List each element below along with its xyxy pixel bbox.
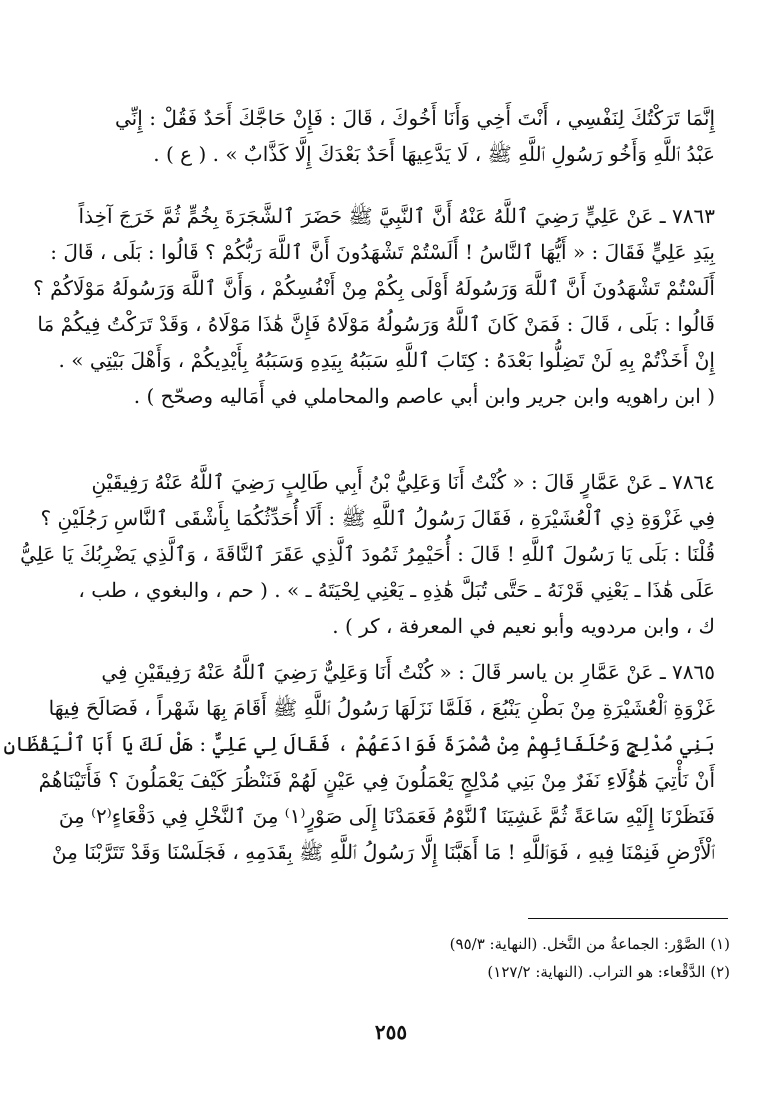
text-line: قَالُوا : بَلَى ، قَالَ : فَمَنْ كَانَ ٱللَّهُ وَرَسُولُهُ مَوْلَاهُ فَإِنَّ هَٰذَا مَوْلَاهُ ، وَقَدْ تَرَكْتُ فِيكُمْ مَا: [37, 312, 715, 336]
text-line: عَبْدُ ٱللَّهِ وَأَخُو رَسُولِ ٱللَّهِ ﷺ ، لَا يَدَّعِيهَا أَحَدٌ بَعْدَكَ إِلَّا كَذَّابٌ » . ( ع ) .: [153, 142, 715, 166]
text-line: أَنْ نَأْتِيَ هَٰؤُلَاءِ نَفَرٌ مِنْ بَنِي مُدْلِجٍ يَعْمَلُونَ فِي عَيْنٍ لَهُمْ فَنَنْظُرَ كَيْفَ يَعْمَلُونَ ؟ فَأَتَيْنَاهُمْ: [38, 768, 715, 792]
footnotes: [380, 930, 730, 986]
continued-hadith-text: [115, 100, 715, 172]
text-line: إِنَّمَا تَرَكْتُكَ لِنَفْسِي ، أَنْتَ أَخِي وَأَنَا أَخُوكَ ، قَالَ : فَإِنْ حَاجَّكَ أَحَدٌ فَقُلْ : إِنِّي: [115, 106, 715, 130]
text-line: ٱلْأَرْضِ فَنِمْنَا فِيهِ ، فَوَٱللَّهِ ! مَا أَهَبَّنَا إِلَّا رَسُولُ ٱللَّهِ ﷺ بِقَدَمِهِ ، فَجَلَسْنَا وَقَدْ تَتَرَّبْنَا مِنْ: [51, 840, 715, 864]
hadith-7864: [20, 464, 715, 644]
hadith-7863: [33, 198, 715, 414]
text-line: فِي غَزْوَةِ ذِي ٱلْعُشَيْرَةِ ، فَقَالَ رَسُولُ ٱللَّهِ ﷺ : أَلَا أُحَدِّثُكُمَا بِأَشْقَى ٱلنَّاسِ رَجُلَيْنِ ؟: [40, 506, 715, 530]
text-line: ٧٨٦٤ ـ عَنْ عَمَّارٍ قَالَ : « كُنْتُ أَنَا وَعَلِيُّ بْنُ أَبِي طَالِبٍ رَضِيَ ٱللَّهُ عَنْهُ رَفِيقَيْنِ: [91, 470, 715, 494]
source-citation: ( ابن راهويه وابن جرير وابن أبي عاصم والمحاملي في أَمَاليه وصحّح ) .: [133, 384, 715, 408]
text-line: عَلَى هَٰذَا ـ يَعْنِي قَرْنَهُ ـ حَتَّى تُبَلَّ هَٰذِهِ ـ يَعْنِي لِحْيَتَهُ ـ » . ( حم ، والبغوي ، طب ،: [78, 578, 715, 602]
footnote-divider: [528, 918, 728, 919]
text-line: بَنِي مُدْلِجٍ وَحُلَفَائِهِمْ مِنْ ضُمْرَةَ فَوَادَعَهُمْ ، فَقَالَ لِي عَلِيٌّ : هَلْ لَكَ يَا أَبَا ٱلْيَقْظَانِ: [3, 732, 715, 756]
text-line: أَلَسْتُمْ تَشْهَدُونَ أَنَّ ٱللَّهَ وَرَسُولَهُ أَوْلَى بِكُمْ مِنْ أَنْفُسِكُمْ ، وَأَنَّ ٱللَّهَ وَرَسُولَهُ مَوْلَاكُمْ ؟: [33, 276, 715, 300]
source-citation: ك ، وابن مردويه وأبو نعيم في المعرفة ، كر ) .: [332, 614, 715, 638]
footnote-1: (١) الصَّوْر: الجماعةُ من النَّخل. (النهاية: ٩٥/٣): [449, 935, 730, 953]
text-line: غَزْوَةِ ٱلْعُشَيْرَةِ مِنْ بَطْنِ يَنْبُعَ ، فَلَمَّا نَزَلَهَا رَسُولُ ٱللَّهِ ﷺ أَقَامَ بِهَا شَهْراً ، فَصَالَحَ فِيهَا: [48, 696, 715, 720]
text-line: قُلْنَا : بَلَى يَا رَسُولَ ٱللَّهِ ! قَالَ : أُحَيْمِرُ ثَمُودَ ٱلَّذِي عَقَرَ ٱلنَّاقَةَ ، وَٱلَّذِي يَضْرِبُكَ يَا عَلِيُّ: [20, 542, 715, 566]
hadith-7865: [3, 654, 715, 870]
footnote-2: (٢) الدَّقْعاء: هو التراب. (النهاية: ١٢٧/٢): [487, 963, 730, 981]
text-line: بِيَدِ عَلِيٍّ فَقَالَ : « أَيُّهَا ٱلنَّاسُ ! أَلَسْتُمْ تَشْهَدُونَ أَنَّ ٱللَّهَ رَبُّكُمْ ؟ قَالُوا : بَلَى ، قَالَ :: [50, 240, 715, 264]
text-line: إِنْ أَخَذْتُمْ بِهِ لَنْ تَضِلُّوا بَعْدَهُ : كِتَابَ ٱللَّهِ سَبَبُهُ بِيَدِهِ وَسَبَبُهُ بِأَيْدِيكُمْ ، وَأَهْلَ بَيْتِي » .: [58, 348, 715, 372]
text-line: ٧٨٦٣ ـ عَنْ عَلِيٍّ رَضِيَ ٱللَّهُ عَنْهُ أَنَّ ٱلنَّبِيَّ ﷺ حَضَرَ ٱلشَّجَرَةَ بِخُمٍّ ثُمَّ خَرَجَ آخِذاً: [78, 204, 715, 228]
text-line: فَنَظَرْنَا إِلَيْهِ سَاعَةً ثُمَّ غَشِيَنَا ٱلنَّوْمُ فَعَمَدْنَا إِلَى صَوْرٍ⁽١⁾ مِنَ ٱلنَّخْلِ فِي دَقْعَاءٍ⁽٢⁾ مِنَ: [58, 804, 715, 828]
text-line: ٧٨٦٥ ـ عَنْ عَمَّارِ بن ياسر قَالَ : « كُنْتُ أَنَا وَعَلِيٌّ رَضِيَ ٱللَّهُ عَنْهُ رَفِيقَيْنِ فِي: [101, 660, 715, 684]
page-number: ٢٥٥: [374, 1020, 408, 1044]
